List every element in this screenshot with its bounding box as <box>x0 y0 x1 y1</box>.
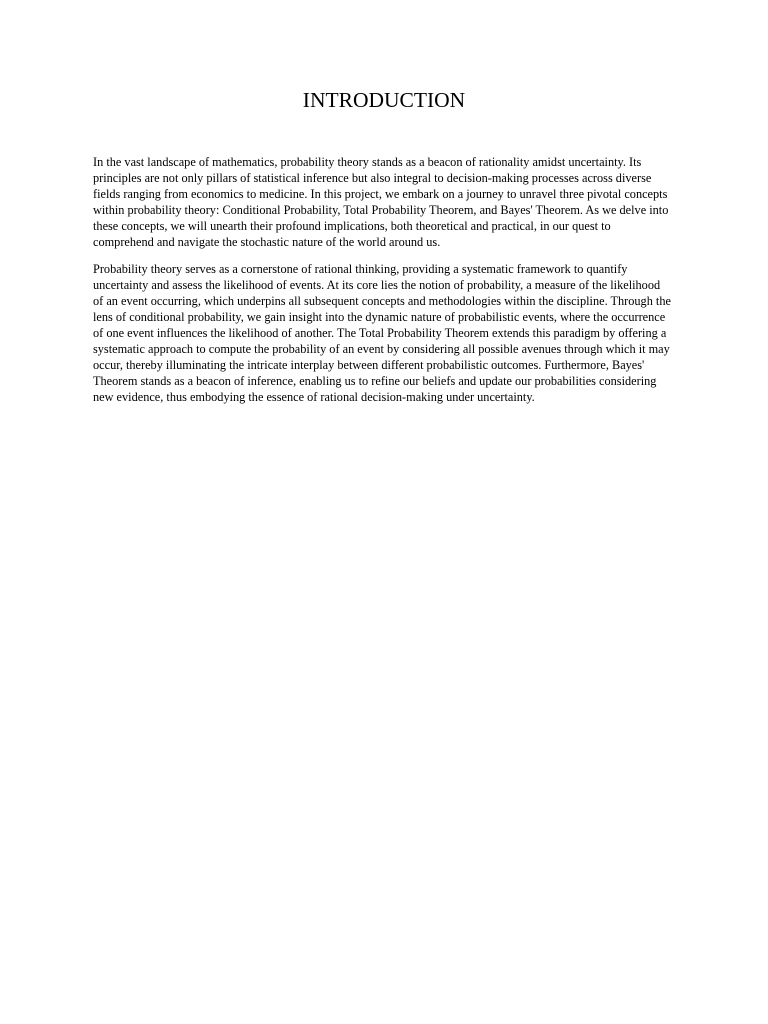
paragraph-2: Probability theory serves as a cornerstone of rational thinking, providing a systematic framework to quantify uncertainty and assess the likelihood of events. At its core lies the notion of probability, a measure of the likelihood of an event occurring, which underpins all subsequent concepts and methodologies within the discipline. Through the lens of conditional probability, we gain insight into the dynamic nature of probabilistic events, where the occurrence of one event influences the likelihood of another. The Total Probability Theorem extends this paradigm by offering a systematic approach to compute the probability of an event by considering all possible avenues through which it may occur, thereby illuminating the intricate interplay between different probabilistic outcomes. Furthermore, Bayes' Theorem stands as a beacon of inference, enabling us to refine our beliefs and update our probabilities considering new evidence, thus embodying the essence of rational decision-making under uncertainty. <box>93 261 671 405</box>
document-body <box>93 154 672 415</box>
page-title: INTRODUCTION <box>302 88 466 112</box>
paragraph-1: In the vast landscape of mathematics, probability theory stands as a beacon of rationality amidst uncertainty. Its principles are not only pillars of statistical inference but also integral to decision-making processes across diverse fields ranging from economics to medicine. In this project, we embark on a journey to unravel three pivotal concepts within probability theory: Conditional Probability, Total Probability Theorem, and Bayes' Theorem. As we delve into these concepts, we will unearth their profound implications, both theoretical and practical, in our quest to comprehend and navigate the stochastic nature of the world around us. <box>93 155 669 250</box>
